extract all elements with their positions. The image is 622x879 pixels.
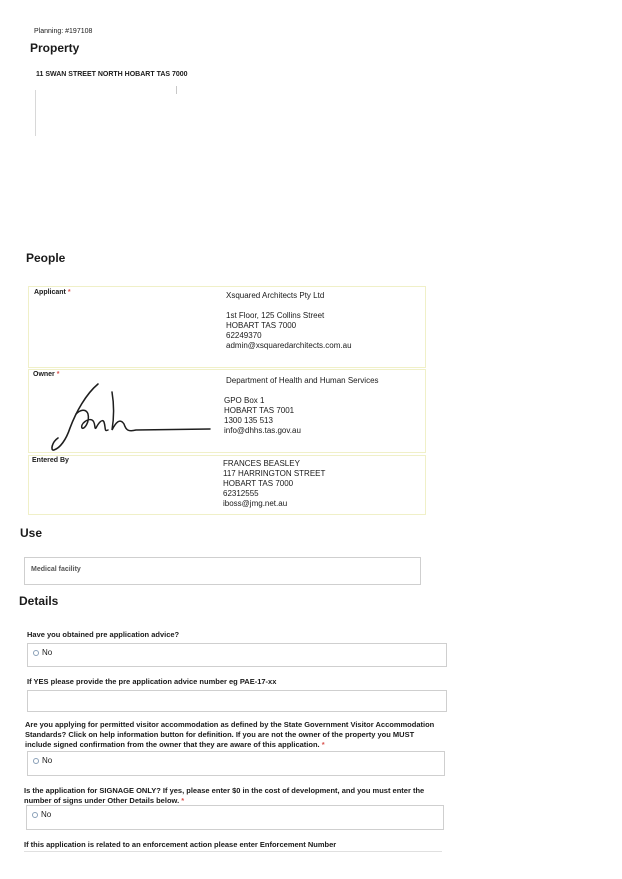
entered-by-email: iboss@jmg.net.au	[223, 499, 288, 508]
planning-number: Planning: #197108	[34, 28, 93, 35]
info-icon	[32, 812, 38, 818]
details-heading: Details	[19, 594, 59, 608]
property-address: 11 SWAN STREET NORTH HOBART TAS 7000	[36, 71, 188, 78]
q1-answer-field[interactable]	[27, 643, 447, 667]
use-heading: Use	[20, 526, 43, 540]
applicant-address1: 1st Floor, 125 Collins Street	[226, 311, 325, 320]
owner-phone: 1300 135 513	[224, 416, 273, 425]
scan-mark	[176, 86, 177, 94]
q1-label: Have you obtained pre application advice?	[27, 630, 180, 639]
q4-line2: number of signs under Other Details below.	[24, 796, 180, 805]
q1-answer	[33, 648, 52, 657]
q3-answer	[33, 756, 52, 765]
info-icon	[33, 650, 39, 656]
applicant-name: Xsquared Architects Pty Ltd	[226, 291, 325, 300]
applicant-label	[34, 289, 71, 296]
q3-label	[25, 720, 465, 750]
q4-answer-field[interactable]	[26, 805, 444, 830]
handwritten-signature	[46, 378, 216, 456]
q5-field-edge	[24, 851, 442, 852]
required-mark: *	[56, 371, 60, 378]
entered-by-details	[223, 459, 325, 509]
owner-details	[224, 396, 301, 436]
entered-by-name: FRANCES BEASLEY	[223, 459, 300, 468]
scan-mark	[35, 90, 36, 136]
use-value: Medical facility	[31, 566, 81, 573]
q4-line1: Is the application for SIGNAGE ONLY? If yes, please enter $0 in the cost of development, and you must enter the	[24, 786, 425, 795]
q2-answer-field[interactable]	[27, 690, 447, 712]
q3-answer-text: No	[42, 756, 53, 765]
required-mark: *	[181, 796, 185, 805]
property-heading: Property	[30, 41, 80, 55]
applicant-email: admin@xsquaredarchitects.com.au	[226, 341, 352, 350]
owner-address1: GPO Box 1	[224, 396, 265, 405]
required-mark: *	[321, 740, 325, 749]
q4-answer	[32, 810, 51, 819]
q4-label	[24, 786, 464, 806]
entered-by-label: Entered By	[32, 457, 69, 464]
q3-line3: include signed confirmation from the owner that they are aware of this application.	[25, 740, 320, 749]
q3-line1: Are you applying for permitted visitor accommodation as defined by the State Government Visitor Accommodation	[25, 720, 435, 729]
people-heading: People	[26, 251, 66, 265]
applicant-label-text: Applicant	[34, 289, 66, 296]
q1-answer-text: No	[42, 648, 53, 657]
q3-line2: Standards? Click on help information button for definition. If you are not the owner of the property you MUST	[25, 730, 415, 739]
q2-label: If YES please provide the pre application advice number eg PAE-17-xx	[27, 677, 277, 686]
entered-by-address2: HOBART TAS 7000	[223, 479, 294, 488]
owner-label	[33, 371, 59, 378]
info-icon	[33, 758, 39, 764]
q5-label: If this application is related to an enforcement action please enter Enforcement Number	[24, 840, 337, 849]
owner-email: info@dhhs.tas.gov.au	[224, 426, 301, 435]
entered-by-phone: 62312555	[223, 489, 259, 498]
use-field[interactable]	[24, 557, 421, 585]
required-mark: *	[67, 289, 71, 296]
applicant-phone: 62249370	[226, 331, 262, 340]
q4-answer-text: No	[41, 810, 52, 819]
owner-name: Department of Health and Human Services	[226, 376, 379, 385]
owner-address2: HOBART TAS 7001	[224, 406, 295, 415]
entered-by-address1: 117 HARRINGTON STREET	[223, 469, 326, 478]
applicant-details	[226, 291, 352, 351]
owner-label-text: Owner	[33, 371, 55, 378]
q3-answer-field[interactable]	[27, 751, 445, 776]
applicant-address2: HOBART TAS 7000	[226, 321, 297, 330]
